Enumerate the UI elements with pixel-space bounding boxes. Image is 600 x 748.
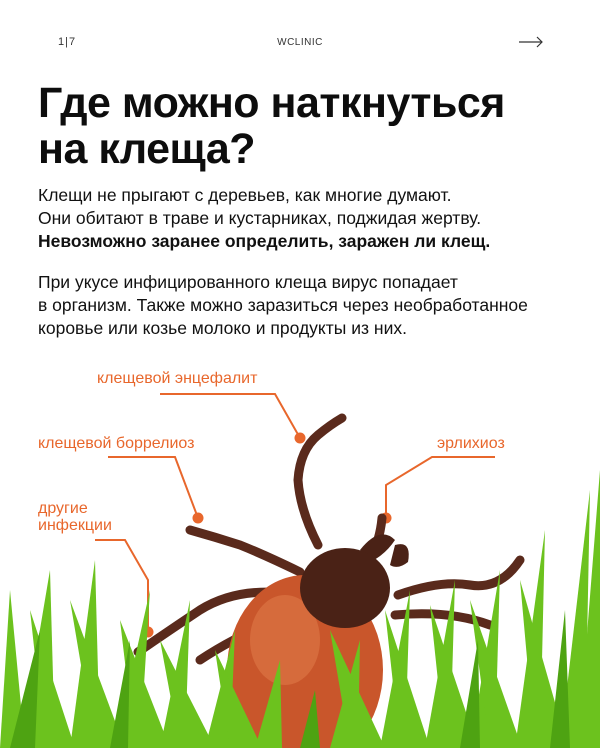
intro-line-2: Они обитают в траве и кустарниках, поджидая жертву.	[38, 208, 482, 228]
intro-paragraph	[38, 184, 583, 253]
label-borreliosis: клещевой боррелиоз	[38, 435, 195, 452]
label-encephalitis: клещевой энцефалит	[97, 370, 258, 387]
page-separator: |	[65, 36, 69, 48]
title-line-1: Где можно наткнуться	[38, 79, 505, 127]
infection-line-3: коровье или козье молоко и продукты из них.	[38, 318, 407, 338]
brand-name: WCLINIC	[277, 37, 323, 48]
tick-illustration	[0, 340, 600, 748]
tick-scutum	[300, 548, 390, 628]
label-other-line-2: инфекции	[38, 517, 112, 534]
label-other-infections	[38, 500, 158, 534]
intro-line-1: Клещи не прыгают с деревьев, как многие думают.	[38, 185, 452, 205]
intro-bold-line: Невозможно заранее определить, заражен ли клещ.	[38, 231, 491, 251]
page-title	[38, 80, 578, 172]
infection-line-1: При укусе инфицированного клеща вирус попадает	[38, 272, 458, 292]
top-bar	[0, 0, 600, 60]
infection-paragraph	[38, 271, 583, 340]
label-other-line-1: другие	[38, 500, 88, 517]
page-total: 7	[68, 36, 77, 48]
label-ehrlichiosis: эрлихиоз	[437, 435, 505, 452]
arrow-right-icon[interactable]	[518, 36, 544, 48]
infection-line-2: в организм. Также можно заразиться через необработанное	[38, 295, 528, 315]
page-current: 1	[58, 36, 66, 48]
title-line-2: на клеща?	[38, 125, 256, 173]
